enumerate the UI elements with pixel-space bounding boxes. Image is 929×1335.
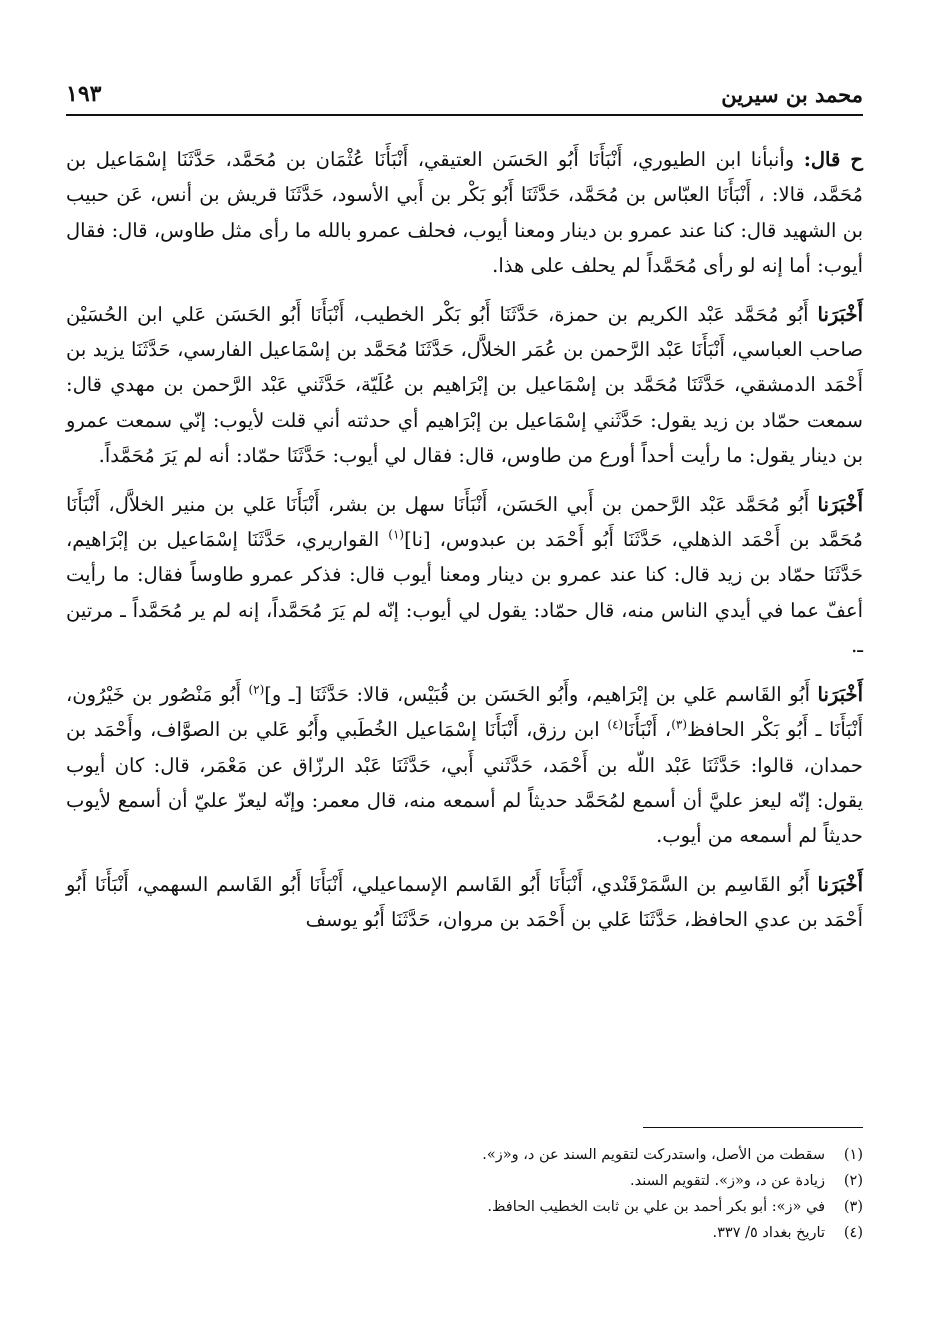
running-title: محمد بن سيرين [721, 81, 863, 107]
footnote-item [66, 1168, 863, 1194]
paragraph-lead: أَخْبَرَنا [817, 872, 863, 896]
paragraph-5 [66, 867, 863, 938]
footnote-ref: (١) [388, 527, 405, 542]
footnote-ref: (٢) [248, 682, 265, 697]
footnote-item [66, 1142, 863, 1168]
footnote-number: (٢) [843, 1173, 863, 1189]
paragraph-4 [66, 677, 863, 854]
page-number: ١٩٣ [66, 81, 102, 107]
main-text [66, 142, 863, 951]
paragraph-1 [66, 142, 863, 284]
paragraph-lead: أَخْبَرَنا [817, 682, 864, 706]
paragraph-3 [66, 487, 863, 664]
paragraph-2 [66, 297, 863, 474]
paragraph-text: أَبُو مُحَمَّد عَبْد الرَّحمن بن أَبي الحَسَن، أَنْبَأَنَا سهل بن بشر، أَنْبَأَنَا عَلي بن منير الخلاَّل، أَنْبَأَنَا مُحَمَّد بن أَحْمَد الذهلي، حَدَّثَنَا أَبُو أَحْمَد بن عبدوس، [نا] [66, 492, 864, 552]
paragraph-text: القواريري، حَدَّثَنَا إسْمَاعيل بن إبْرَاهيم، حَدَّثَنَا حمّاد بن زيد قال: كنا عند عمرو بن دينار ومعنا أيوب قال: فذكر عمرو طاوساً فقال: ما رأيت أعفّ عما في أيدي الناس منه، قال حمّاد: يقول لي أيوب: إنّه لم يَرَ مُحَمَّداً، إنه لم ير مُحَمَّداً ـ مرتين ـ. [66, 528, 863, 658]
footnote-number: (١) [843, 1147, 863, 1163]
footnote-text: سقطت من الأصل، واستدركت لتقويم السند عن د، و«ز». [482, 1147, 825, 1163]
paragraph-text: وأنبأنا ابن الطيوري، أَنْبَأَنَا أَبُو الحَسَن العتيقي، أَنْبَأَنَا عُثْمَان بن مُحَمَّد، حَدَّثَنَا إسْمَاعيل بن مُحَمَّد، قالا: ، أَنْبَأَنَا العبّاس بن مُحَمَّد، حَدَّثَنَا أَبُو بَكْر بن أَبي الأسود، حَدَّثَنَا قريش بن أنس، عَن حبيب بن الشهيد قال: كنا عند عمرو بن دينار ومعنا أيوب، فحلف عمرو بالله ما رأى مثل طاوس، قال: فقال أيوب: أما إنه لو رأى مُحَمَّداً لم يحلف على هذا. [66, 148, 863, 278]
page-header [66, 74, 863, 116]
footnote-text: زيادة عن د، و«ز». لتقويم السند. [629, 1173, 825, 1189]
paragraph-lead: ح قال: [803, 148, 863, 171]
paragraph-text: أَبُو مَنْصُور بن خَيْرُون، أَنْبَأَنَا ـ أَبُو بَكْر الحافظ [66, 682, 863, 742]
footnote-ref: (٣) [671, 717, 688, 732]
footnote-number: (٤) [843, 1225, 863, 1241]
footnotes [66, 1142, 863, 1246]
paragraph-text: ابن رزق، أَنْبَأَنَا إسْمَاعيل الخُطَبي وأَبُو عَلي بن الصوَّاف، وأَحْمَد بن حمدان، قالوا: حَدَّثَنَا عَبْد اللّه بن أَحْمَد، حَدَّثَني أَبي، حَدَّثَنَا عَبْد الرزّاق عن مَعْمَر، قال: كان أيوب يقول: إنّه ليعز عليَّ أن أسمع لمُحَمَّد حديثاً لم أسمعه منه، قال معمر: وإنّه ليعزّ عليّ أن أسمع لأيوب حديثاً لم أسمعه من أيوب. [66, 718, 863, 848]
footnote-item [66, 1220, 863, 1246]
paragraph-lead: أَخْبَرَنا [817, 492, 863, 516]
paragraph-text: أَبُو القَاسم عَلي بن إبْرَاهيم، وأَبُو الحَسَن بن قُبَيْس، قالا: حَدَّثَنَا [ـ و] [264, 682, 818, 706]
paragraph-text: أَبُو القَاسِم بن السَّمَرْقَنْدي، أَنْبَأَنَا أَبُو القَاسم الإسماعيلي، أَنْبَأَنَا أَبُو القَاسم السهمي، أَنْبَأَنَا أَبُو أَحْمَد بن عدي الحافظ، حَدَّثَنَا عَلي بن أَحْمَد بن مروان، حَدَّثَنَا أَبُو يوسف [66, 872, 863, 932]
paragraph-text: ، أَنْبَأَنَا [623, 718, 672, 742]
footnote-number: (٣) [843, 1199, 863, 1215]
footnote-text: تاريخ بغداد ٥/ ٣٣٧. [712, 1225, 825, 1241]
footnote-divider [643, 1127, 863, 1128]
paragraph-text: أَبُو مُحَمَّد عَبْد الكريم بن حمزة، حَدَّثَنَا أَبُو بَكْر الخطيب، أَنْبَأَنَا أَبُو الحَسَن عَلي ابن الحُسَيْن صاحب العباسي، أَنْبَأَنَا عَبْد الرَّحمن بن عُمَر الخلاَّل، حَدَّثَنَا مُحَمَّد بن إسْمَاعيل الفارسي، حَدَّثَنَا يزيد بن أَحْمَد الدمشقي، حَدَّثَنَا مُحَمَّد بن إسْمَاعيل بن إبْرَاهيم بن عُلَيّة، حَدَّثَني عَبْد الرَّحمن بن مهدي قال: سمعت حمّاد بن زيد يقول: حَدَّثَني إسْمَاعيل بن إبْرَاهيم أي حدثته أني قلت لأيوب: إنّي سمعت عمرو بن دينار يقول: ما رأيت أحداً أورع من طاوس، قال: فقال لي أيوب: حَدَّثَنَا حمّاد: أنه لم يَرَ مُحَمَّداً. [66, 302, 863, 468]
footnote-text: في «ز»: أبو بكر أحمد بن علي بن ثابت الخطيب الحافظ. [487, 1199, 825, 1215]
footnote-item [66, 1194, 863, 1220]
paragraph-lead: أَخْبَرَنا [817, 302, 863, 326]
footnote-ref: (٤) [607, 717, 624, 732]
